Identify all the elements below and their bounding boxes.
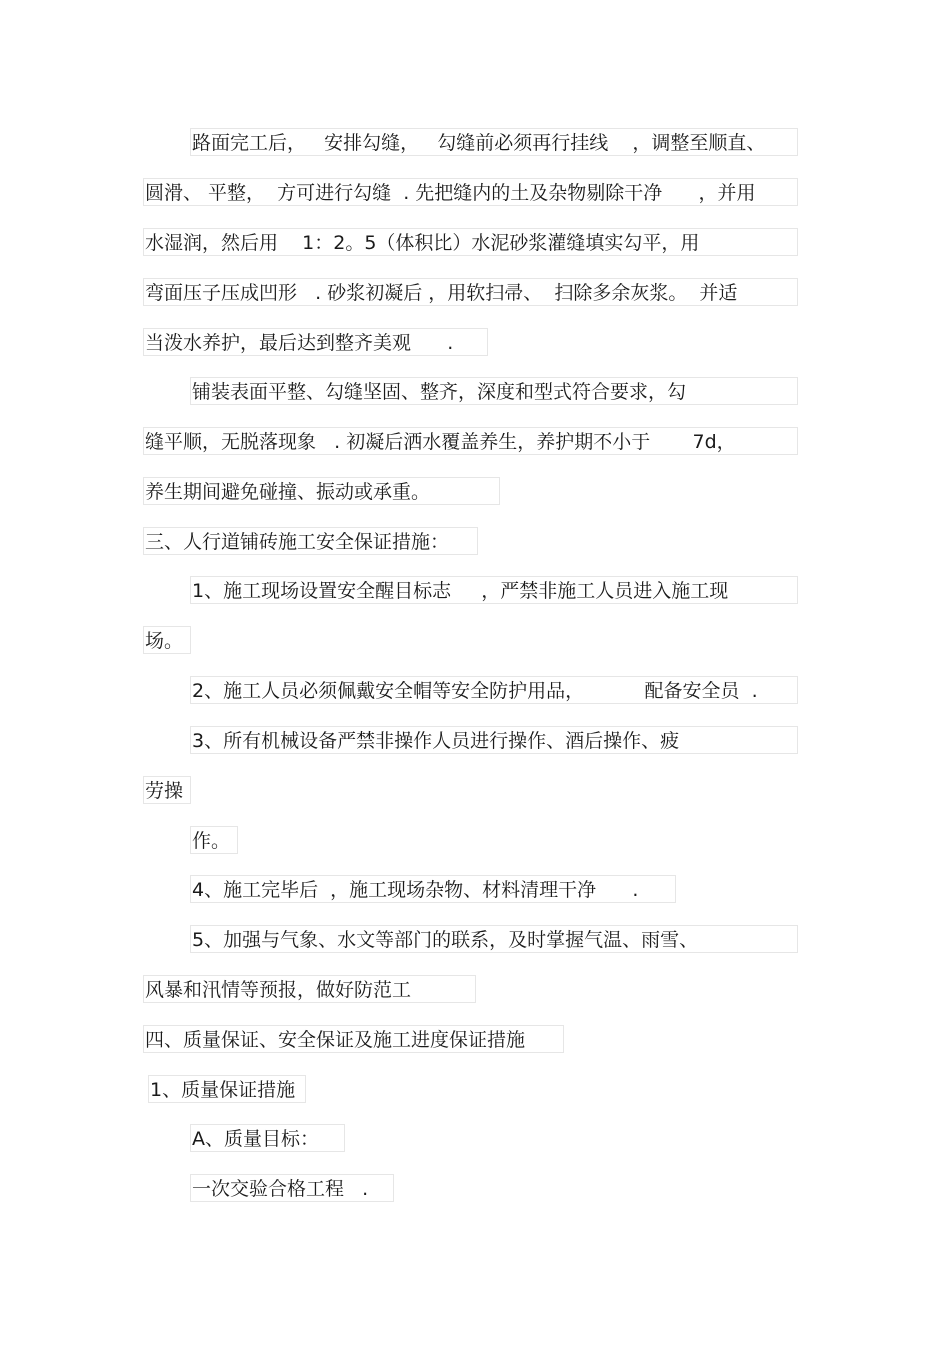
text-line: 场。 — [143, 626, 191, 654]
section-heading: 四、质量保证、安全保证及施工进度保证措施 — [143, 1025, 564, 1053]
text-line: 劳操 — [143, 776, 191, 804]
text-line: 弯面压子压成凹形 . 砂浆初凝后 ，用软扫帚、 扫除多余灰浆。 并适 — [143, 278, 798, 306]
text-line: 5、加强与气象、水文等部门的联系，及时掌握气温、雨雪、 — [190, 925, 798, 953]
text-line: A、质量目标： — [190, 1124, 345, 1152]
text-line: 3、所有机械设备严禁非操作人员进行操作、酒后操作、疲 — [190, 726, 798, 754]
subsection-heading: 1、质量保证措施 — [148, 1075, 306, 1103]
text-line: 作。 — [190, 826, 238, 854]
text-line: 风暴和汛情等预报，做好防范工 — [143, 975, 476, 1003]
section-heading: 三、人行道铺砖施工安全保证措施： — [143, 527, 478, 555]
text-line: 当泼水养护，最后达到整齐美观 . — [143, 328, 488, 356]
text-line: 铺装表面平整、勾缝坚固、整齐，深度和型式符合要求，勾 — [190, 377, 798, 405]
text-line: 1、施工现场设置安全醒目标志 ，严禁非施工人员进入施工现 — [190, 576, 798, 604]
text-line: 一次交验合格工程 . — [190, 1174, 394, 1202]
text-line: 养生期间避免碰撞、振动或承重。 — [143, 477, 500, 505]
text-line: 圆滑、 平整， 方可进行勾缝 . 先把缝内的土及杂物剔除干净 ，并用 — [143, 178, 798, 206]
text-line: 路面完工后， 安排勾缝， 勾缝前必须再行挂线 ，调整至顺直、 — [190, 128, 798, 156]
text-line: 4、施工完毕后 ，施工现场杂物、材料清理干净 . — [190, 875, 676, 903]
text-line: 缝平顺，无脱落现象 . 初凝后洒水覆盖养生，养护期不小于 7d， — [143, 427, 798, 455]
text-line: 2、施工人员必须佩戴安全帽等安全防护用品， 配备安全员 . — [190, 676, 798, 704]
text-line: 水湿润，然后用 1：2。5（体积比）水泥砂浆灌缝填实勾平，用 — [143, 228, 798, 256]
